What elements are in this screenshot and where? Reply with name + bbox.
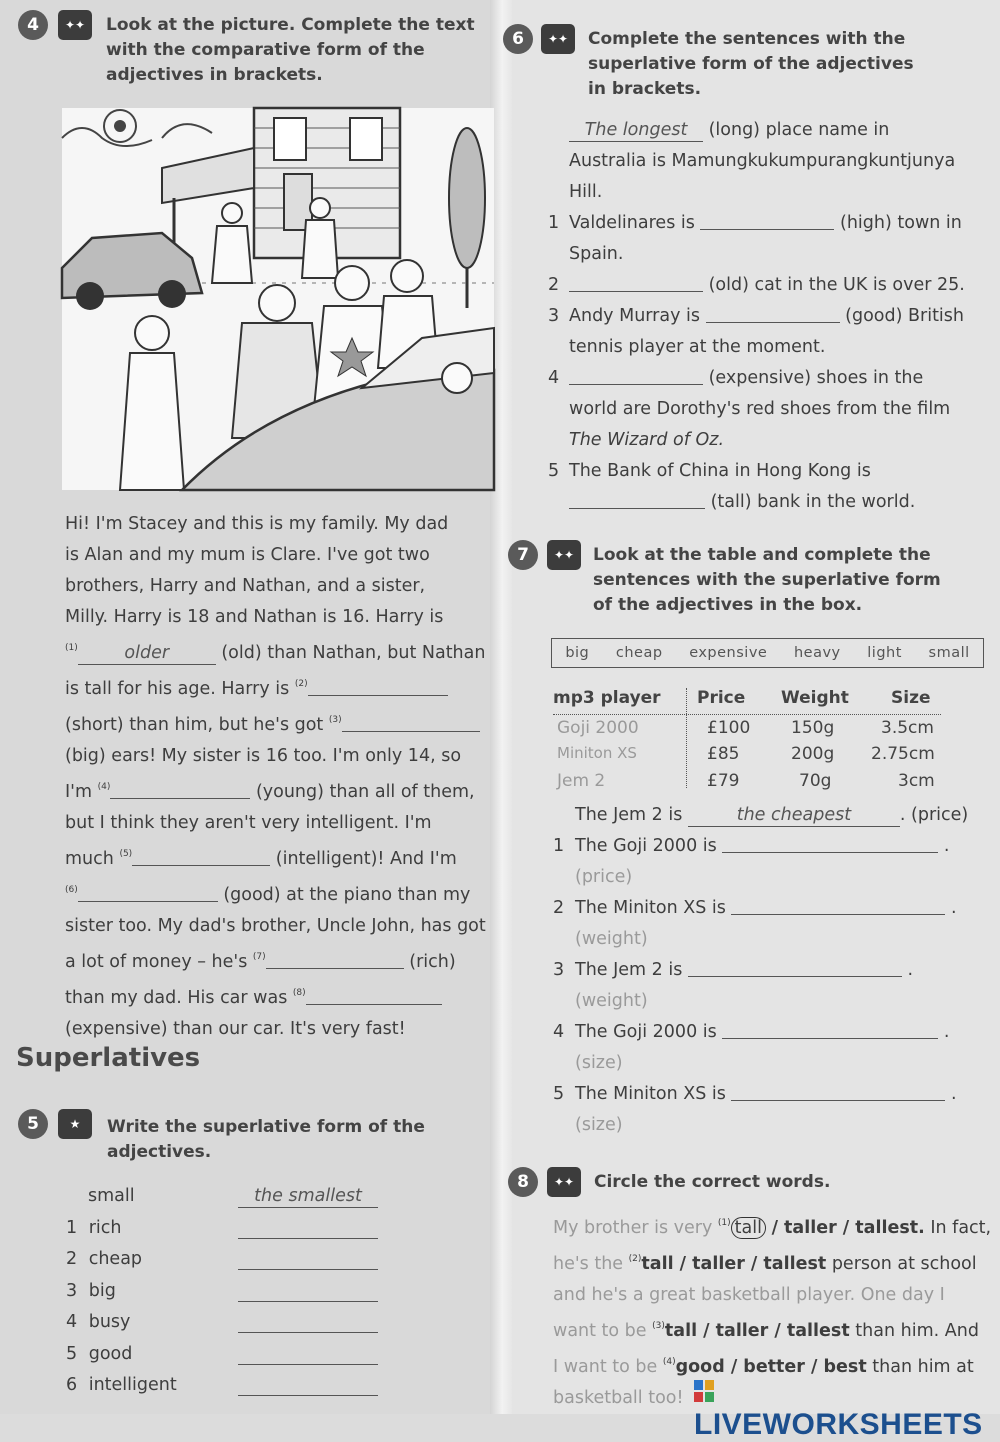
- text-segment: I'm: [65, 782, 93, 802]
- text-segment: The Jem 2 is: [575, 805, 683, 825]
- answer-input[interactable]: [700, 210, 834, 230]
- logo-icon: [694, 1380, 714, 1402]
- exercise-5-list: [66, 1181, 396, 1402]
- hint-text: (weight): [575, 929, 648, 949]
- text-segment: Andy Murray is: [569, 306, 700, 326]
- gap-3-input[interactable]: [342, 712, 480, 732]
- answer-input[interactable]: [238, 1282, 378, 1302]
- text-segment: The Miniton XS is: [575, 1084, 726, 1104]
- item-number: 3: [66, 1280, 78, 1301]
- answer-input[interactable]: [731, 895, 945, 915]
- item-number: 2: [553, 898, 565, 918]
- text-segment: he's the: [553, 1254, 624, 1274]
- hint-text: (size): [575, 1053, 623, 1073]
- item-number: 1: [553, 836, 565, 856]
- exercise-6-number: 6: [503, 24, 533, 54]
- text-segment: (tall) bank in the world.: [710, 492, 916, 512]
- gap-number: (1): [717, 1218, 731, 1228]
- difficulty-star-icon: ★: [58, 1109, 92, 1139]
- item-number: 4: [553, 1022, 565, 1042]
- exercise-6-sentences: [548, 115, 978, 518]
- difficulty-star-icon: ✦✦: [58, 10, 92, 40]
- box-word: heavy: [793, 645, 841, 661]
- box-word: big: [565, 645, 590, 661]
- list-item: [66, 1213, 396, 1245]
- answer-input[interactable]: [569, 365, 703, 385]
- table-header: Size: [891, 688, 931, 708]
- exercise-6-instruction: Complete the sentences with the superlative form of the adjectives in brackets.: [588, 29, 914, 99]
- table-cell: 3.5cm: [881, 718, 934, 738]
- word-choices[interactable]: good / better / best: [675, 1357, 867, 1377]
- hint-text: (price): [575, 867, 633, 887]
- item-number: 3: [553, 960, 565, 980]
- example-answer: the smallest: [238, 1185, 378, 1208]
- table-cell: £100: [707, 718, 751, 738]
- text-segment: than him at: [872, 1357, 974, 1377]
- exercise-7-instruction: Look at the table and complete the sentences with the superlative form of the adjectives in the box.: [593, 545, 941, 615]
- answer-input[interactable]: [238, 1219, 378, 1239]
- text-line: Australia is Mamungkukumpurangkuntjunya: [569, 151, 956, 171]
- text-segment: (old) cat in the UK is over 25.: [708, 275, 965, 295]
- item-number: 1: [548, 213, 560, 233]
- table-header: Price: [697, 688, 746, 708]
- list-item: [66, 1339, 396, 1371]
- word-choices[interactable]: / taller / tallest.: [771, 1218, 925, 1238]
- table-cell: Jem 2: [557, 771, 606, 791]
- table-cell: Miniton XS: [557, 744, 637, 762]
- gap-number: (8): [292, 988, 306, 998]
- text-segment: much: [65, 849, 114, 869]
- section-heading: Superlatives: [16, 1043, 201, 1073]
- text-segment: The Miniton XS is: [575, 898, 726, 918]
- item-word: good: [88, 1343, 133, 1364]
- text-line: (expensive) than our car. It's very fast!: [65, 1019, 406, 1039]
- exercise-5-number: 5: [18, 1109, 48, 1139]
- text-segment: The Goji 2000 is: [575, 836, 717, 856]
- text-line: sister too. My dad's brother, Uncle John, has got: [65, 916, 486, 936]
- item-number: 6: [66, 1375, 78, 1395]
- item-number: 5: [548, 461, 560, 481]
- answer-input[interactable]: [688, 957, 902, 977]
- gap-number: (2): [294, 679, 308, 689]
- text-line: but I think they aren't very intelligent. I'm: [65, 813, 432, 833]
- text-segment: person at school: [831, 1254, 977, 1274]
- text-segment: want to be: [553, 1321, 647, 1341]
- item-word: cheap: [88, 1249, 143, 1269]
- list-item: [66, 1181, 396, 1213]
- answer-input[interactable]: [731, 1081, 945, 1101]
- gap-number: (1): [65, 643, 78, 653]
- item-word: intelligent: [88, 1375, 177, 1395]
- item-number: 2: [548, 275, 560, 295]
- exercise-4-text: [65, 509, 495, 1045]
- text-line: basketball too!: [553, 1388, 684, 1408]
- logo-text: LIVEWORKSHEETS: [694, 1408, 983, 1441]
- circled-answer[interactable]: tall: [731, 1217, 766, 1239]
- text-line: and he's a great basketball player. One day I: [553, 1285, 945, 1305]
- gap-8-input[interactable]: [306, 985, 442, 1005]
- text-line: Spain.: [569, 244, 624, 264]
- text-segment: (long) place name in: [708, 120, 890, 140]
- text-segment: The Bank of China in Hong Kong is: [569, 461, 871, 481]
- text-segment: . (price): [899, 805, 969, 825]
- hint-text: (size): [575, 1115, 623, 1135]
- gap-1-answer[interactable]: older: [78, 642, 216, 665]
- text-segment: (old) than Nathan, but Nathan: [221, 643, 486, 663]
- text-line: The Wizard of Oz.: [569, 430, 725, 450]
- text-segment: than him. And: [855, 1321, 979, 1341]
- list-item: [66, 1307, 396, 1339]
- gap-4-input[interactable]: [110, 779, 250, 799]
- answer-input[interactable]: [238, 1313, 378, 1333]
- item-word: busy: [88, 1312, 131, 1332]
- gap-number: (2): [628, 1254, 642, 1264]
- table-cell: £79: [707, 771, 740, 791]
- exercise-4-instruction: Look at the picture. Complete the text with the comparative form of the adjectives in brackets.: [106, 15, 475, 85]
- item-word: small: [88, 1186, 135, 1206]
- item-number: 4: [548, 368, 560, 388]
- text-line: Hi! I'm Stacey and this is my family. My dad: [65, 514, 449, 534]
- gap-number: (3): [652, 1321, 665, 1331]
- text-line: brothers, Harry and Nathan, and a sister,: [65, 576, 426, 596]
- word-choices[interactable]: tall / taller / tallest: [664, 1321, 850, 1341]
- text-line: Hill.: [569, 182, 603, 202]
- item-number: 3: [548, 306, 560, 326]
- gap-6-input[interactable]: [78, 882, 218, 902]
- box-word: cheap: [615, 645, 663, 661]
- text-segment: In fact,: [930, 1218, 992, 1238]
- gap-7-input[interactable]: [266, 949, 404, 969]
- answer-input[interactable]: [722, 1019, 938, 1039]
- gap-number: (5): [119, 849, 133, 859]
- table-divider: [686, 688, 687, 788]
- exercise-5-instruction: Write the superlative form of the adjectives.: [107, 1117, 425, 1162]
- table-cell: 150g: [791, 718, 835, 738]
- answer-input[interactable]: [238, 1376, 378, 1396]
- gap-number: (6): [65, 885, 78, 895]
- text-segment: a lot of money – he's: [65, 952, 248, 972]
- list-item: [66, 1370, 396, 1402]
- word-choices[interactable]: tall / taller / tallest: [641, 1254, 827, 1274]
- text-line: (big) ears! My sister is 16 too. I'm only 14, so: [65, 746, 462, 766]
- answer-input[interactable]: [238, 1250, 378, 1270]
- difficulty-star-icon: ✦✦: [541, 24, 575, 54]
- text-segment: (expensive) shoes in the: [708, 368, 924, 388]
- box-word: small: [928, 645, 970, 661]
- table-header: Weight: [781, 688, 849, 708]
- box-word: light: [867, 645, 902, 661]
- answer-input[interactable]: [722, 833, 938, 853]
- text-segment: Valdelinares is: [569, 213, 695, 233]
- gap-2-input[interactable]: [308, 676, 448, 696]
- table-header: mp3 player: [553, 688, 661, 708]
- exercise-8-number: 8: [508, 1167, 538, 1197]
- answer-input[interactable]: [569, 489, 705, 509]
- table-cell: 70g: [799, 771, 832, 791]
- answer-input[interactable]: [238, 1345, 378, 1365]
- family-picture: [62, 108, 494, 490]
- answer-input[interactable]: [706, 303, 840, 323]
- text-line: tennis player at the moment.: [569, 337, 826, 357]
- text-segment: The Jem 2 is: [575, 960, 683, 980]
- text-segment: (high) town in: [840, 213, 962, 233]
- text-segment: The Goji 2000 is: [575, 1022, 717, 1042]
- item-number: 1: [66, 1217, 78, 1238]
- table-cell: 3cm: [898, 771, 935, 791]
- table-divider: [553, 714, 941, 715]
- text-segment: is tall for his age. Harry is: [65, 679, 290, 699]
- gap-number: (4): [662, 1357, 676, 1367]
- liveworksheets-logo[interactable]: [694, 1374, 1000, 1442]
- text-segment: (short) than him, but he's got: [65, 715, 324, 735]
- exercise-7-sentences: The Jem 2 is the cheapest . (price) 1 The Goji 2000 is . (price) 2 The Miniton XS is . (weight) 3 The Jem 2 is . (weight) 4 The Goji 2000 is . (size) 5 The Miniton XS is . (size): [553, 800, 983, 1141]
- item-number: 5: [66, 1343, 78, 1364]
- text-segment: (good) British: [845, 306, 964, 326]
- text-segment: My brother is very: [553, 1218, 713, 1238]
- box-word: expensive: [689, 645, 768, 661]
- table-cell: 200g: [791, 744, 835, 764]
- table-cell: £85: [707, 744, 740, 764]
- table-cell: 2.75cm: [871, 744, 935, 764]
- difficulty-star-icon: ✦✦: [547, 540, 581, 570]
- text-segment: (rich): [409, 952, 456, 972]
- gap-number: (4): [97, 782, 111, 792]
- hint-text: (weight): [575, 991, 648, 1011]
- exercise-4-number: 4: [18, 10, 48, 40]
- text-line: world are Dorothy's red shoes from the film: [569, 399, 951, 419]
- item-number: 5: [553, 1084, 565, 1104]
- exercise-8-instruction: Circle the correct words.: [594, 1172, 831, 1192]
- text-segment: (young) than all of them,: [255, 782, 475, 802]
- gap-number: (7): [252, 952, 266, 962]
- text-line: Milly. Harry is 18 and Nathan is 16. Harry is: [65, 607, 444, 627]
- gap-5-input[interactable]: [132, 846, 270, 866]
- item-number: 4: [66, 1312, 78, 1332]
- word-box: [551, 638, 984, 668]
- text-segment: (intelligent)! And I'm: [275, 849, 457, 869]
- table-cell: Goji 2000: [557, 718, 639, 738]
- text-segment: (good) at the piano than my: [223, 885, 471, 905]
- text-segment: I want to be: [553, 1357, 658, 1377]
- example-answer: The longest: [569, 119, 703, 142]
- gap-number: (3): [328, 715, 342, 725]
- difficulty-star-icon: ✦✦: [547, 1167, 581, 1197]
- answer-input[interactable]: [569, 272, 703, 292]
- item-word: rich: [88, 1217, 122, 1238]
- item-word: big: [88, 1280, 116, 1301]
- text-line: is Alan and my mum is Clare. I've got two: [65, 545, 430, 565]
- item-number: 2: [66, 1249, 78, 1269]
- example-answer: the cheapest: [688, 804, 900, 827]
- exercise-7-number: 7: [508, 540, 538, 570]
- list-item: [66, 1244, 396, 1276]
- list-item: [66, 1276, 396, 1308]
- text-segment: than my dad. His car was: [65, 988, 288, 1008]
